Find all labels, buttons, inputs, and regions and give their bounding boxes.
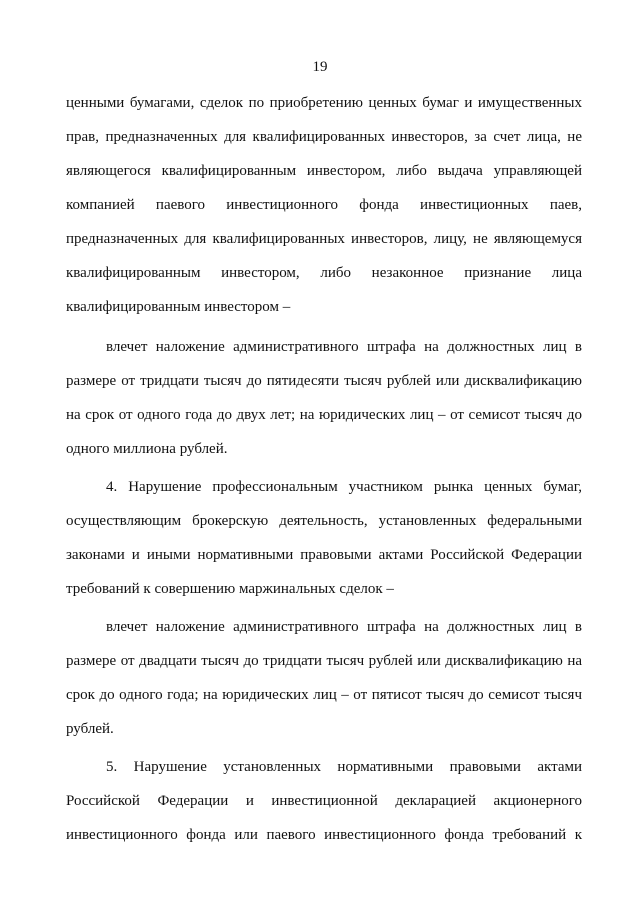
text-line: квалифицированным инвестором, либо незаконное признание лица [66, 265, 582, 281]
text-line: размере от тридцати тысяч до пятидесяти тысяч рублей или дисквалификацию [66, 373, 582, 389]
text-line: осуществляющим брокерскую деятельность, установленных федеральными [66, 513, 582, 529]
text-line: инвестиционного фонда или паевого инвестиционного фонда требований к [66, 827, 582, 843]
text-line: Российской Федерации и инвестиционной декларацией акционерного [66, 793, 582, 809]
text-line: 5. Нарушение установленных нормативными правовыми актами [106, 759, 582, 775]
text-line: компанией паевого инвестиционного фонда инвестиционных паев, [66, 197, 582, 213]
text-line: требований к совершению маржинальных сделок – [66, 581, 394, 597]
text-line: ценными бумагами, сделок по приобретению ценных бумаг и имущественных [66, 95, 582, 111]
text-line: одного миллиона рублей. [66, 441, 228, 457]
text-line: прав, предназначенных для квалифицированных инвесторов, за счет лица, не [66, 129, 582, 145]
text-line: влечет наложение административного штрафа на должностных лиц в [106, 339, 582, 355]
text-line: являющегося квалифицированным инвестором, либо выдача управляющей [66, 163, 582, 179]
text-line: рублей. [66, 721, 114, 737]
text-line: срок до одного года; на юридических лиц – от пятисот тысяч до семисот тысяч [66, 687, 582, 703]
text-line: влечет наложение административного штрафа на должностных лиц в [106, 619, 582, 635]
text-line: размере от двадцати тысяч до тридцати тысяч рублей или дисквалификацию на [66, 653, 582, 669]
text-line: квалифицированным инвестором – [66, 299, 291, 315]
text-line: 4. Нарушение профессиональным участником рынка ценных бумаг, [106, 479, 582, 495]
text-line: законами и иными нормативными правовыми актами Российской Федерации [66, 547, 582, 563]
page-number: 19 [312, 59, 328, 75]
text-line: предназначенных для квалифицированных инвесторов, лицу, не являющемуся [66, 231, 582, 247]
text-line: на срок от одного года до двух лет; на юридических лиц – от семисот тысяч до [66, 407, 582, 423]
